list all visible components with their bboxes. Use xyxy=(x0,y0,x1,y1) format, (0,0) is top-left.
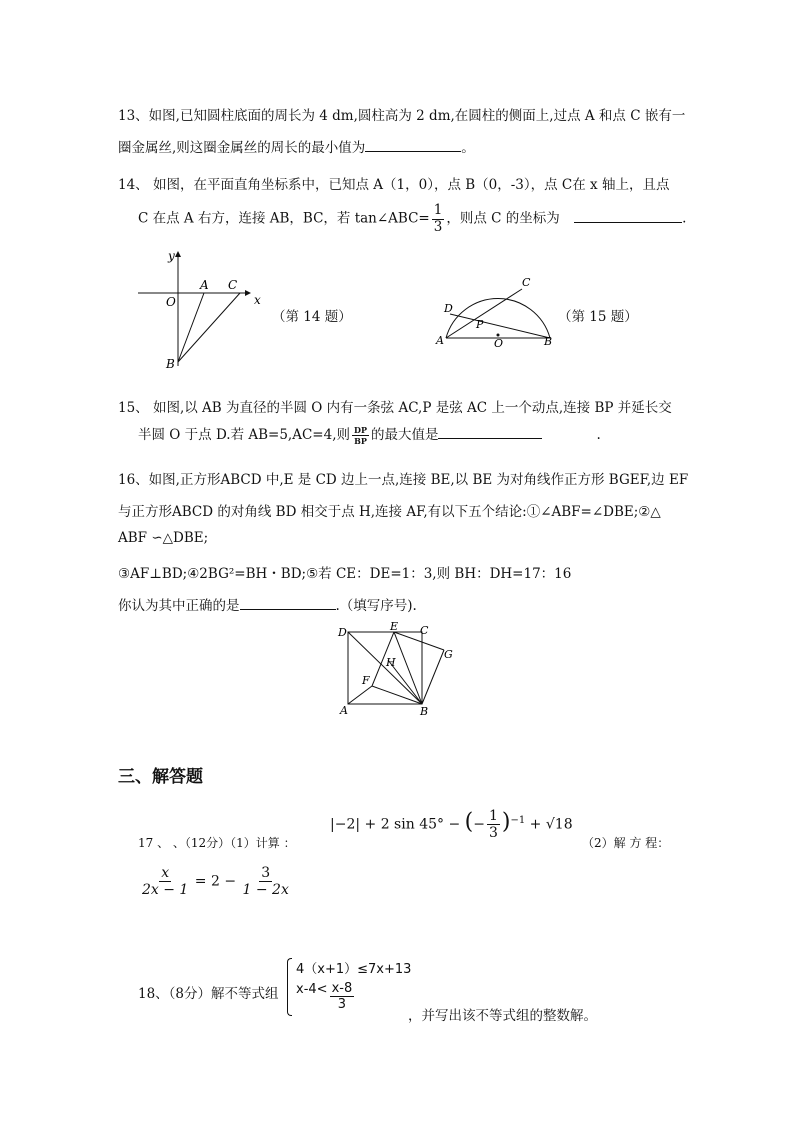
q18-fraction: $\frac{x-8}{3}$ xyxy=(331,981,353,1012)
q17-part2: （2）解 方 程： xyxy=(582,836,670,850)
q14-line2: C 在点 A 右方，连接 AB，BC，若 tan∠ABC= $\frac{1}{3}$ ，则点 C 的坐标为 . xyxy=(138,202,687,235)
fig15-label-P: P xyxy=(476,318,484,331)
q14-text-a: C 在点 A 右方，连接 AB，BC，若 tan∠ABC= xyxy=(138,210,430,227)
q16-line5 xyxy=(118,594,417,614)
q16-answer-blank[interactable] xyxy=(240,597,336,610)
q14-text-b: ，则点 C 的坐标为 xyxy=(446,210,560,227)
fig14-caption: （第 14 题） xyxy=(272,309,352,325)
fig14-label-B: B xyxy=(166,357,175,371)
fig14-label-O: O xyxy=(166,295,176,309)
q16-line2: 与正方形ABCD 的对角线 BD 相交于点 H,连接 AF,有以下五个结论:①∠ABF=∠DBE;②△ xyxy=(118,504,661,520)
q13-answer-blank[interactable] xyxy=(365,139,461,152)
q18-prefix: 18、（8分）解不等式组 xyxy=(138,986,279,1002)
fig15-label-A: A xyxy=(436,334,444,347)
q16-text-a: 你认为其中正确的是 xyxy=(118,598,240,614)
q18-inequality-1: 4（x+1）≤7x+13 xyxy=(296,962,412,977)
fig16-label-E: E xyxy=(390,620,399,633)
q18-brace xyxy=(287,958,292,1016)
q13-line2 xyxy=(118,136,475,156)
q15-line2: 半圆 O 于点 D.若 AB=5,AC=4,则 $\frac{DP}{BP}$ 的最大值是 . xyxy=(138,425,601,446)
q15-text-a: 半圆 O 于点 D.若 AB=5,AC=4,则 xyxy=(138,427,350,443)
fig15-label-B: B xyxy=(544,335,553,348)
fig15-label-C: C xyxy=(522,276,531,289)
q15-answer-blank[interactable] xyxy=(438,426,542,439)
fig15-label-D: D xyxy=(444,302,453,315)
q16-line3: ABF ∽△DBE; xyxy=(118,530,209,546)
q14-fraction: $\frac{1}{3}$ xyxy=(433,202,443,235)
q15-line1: 15、 如图,以 AB 为直径的半圆 O 内有一条弦 AC,P 是弦 AC 上一个动点,连接 BP 并延长交 xyxy=(118,400,672,416)
fig14-label-x: x xyxy=(254,293,261,307)
q17-expr-a: |−2| + 2 sin 45° − xyxy=(330,816,465,833)
q15-text-b: 的最大值是 xyxy=(370,427,439,443)
fig16-label-F: F xyxy=(362,674,370,687)
q18-suffix: ，并写出该不等式组的整数解。 xyxy=(408,1008,597,1024)
q17-fraction: $\frac{1}{3}$ xyxy=(488,808,498,842)
q17-expr-b: + √18 xyxy=(525,816,573,833)
fig16-label-G: G xyxy=(444,648,453,661)
q15-fraction: $\frac{DP}{BP}$ xyxy=(354,425,367,446)
fig15-label-O: O xyxy=(494,337,504,350)
figure-15 xyxy=(432,272,562,350)
q17-eq-frac2: $\frac{3}{1 - 2x}$ xyxy=(242,865,289,898)
q17-eq-frac1: $\frac{x}{2x - 1}$ xyxy=(142,865,189,898)
figure-14 xyxy=(130,244,270,374)
fig15-caption: （第 15 题） xyxy=(558,309,638,325)
fig14-label-C: C xyxy=(228,278,238,292)
q14-answer-blank[interactable] xyxy=(574,210,682,223)
fig16-label-D: D xyxy=(338,626,347,639)
fig14-label-y: y xyxy=(168,249,175,263)
q16-line1: 16、如图,正方形ABCD 中,E 是 CD 边上一点,连接 BE,以 BE 为对角线作正方形 BGEF,边 EF xyxy=(118,472,689,488)
q16-text-b: .（填写序号). xyxy=(335,598,417,614)
q17-prefix: 17 、 、（12分）（1）计算 ： xyxy=(138,836,296,850)
q18-inequality-2: x-4< $\frac{x-8}{3}$ xyxy=(296,981,353,1012)
fig16-label-C: C xyxy=(420,624,429,637)
q13-text: 圈金属丝,则这圈金属丝的周长的最小值为 xyxy=(118,140,366,156)
fig16-label-B: B xyxy=(420,705,429,718)
fig16-label-A: A xyxy=(340,704,348,717)
q16-line4: ③AF⊥BD;④2BG²=BH・BD;⑤若 CE：DE=1：3,则 BH：DH=17：16 xyxy=(118,566,572,582)
q13-end: 。 xyxy=(461,140,475,156)
q13-line1: 13、如图,已知圆柱底面的周长为 4 dm,圆柱高为 2 dm,在圆柱的侧面上,过点 A 和点 C 嵌有一 xyxy=(118,108,686,124)
q17-expression: |−2| + 2 sin 45° − (− $\frac{1}{3}$ )$^{-1}$ + √18 xyxy=(330,808,573,842)
fig14-label-A: A xyxy=(200,278,209,292)
q17-equation: $\frac{x}{2x - 1}$ = 2 − $\frac{3}{1 - 2x}$ xyxy=(142,865,289,898)
q14-line1: 14、 如图，在平面直角坐标系中，已知点 A（1，0），点 B（0，-3），点 C在 x 轴上，且点 xyxy=(118,177,670,193)
fig16-label-H: H xyxy=(386,656,396,669)
figure-16 xyxy=(336,620,466,718)
section-title: 三、解答题 xyxy=(118,767,203,787)
